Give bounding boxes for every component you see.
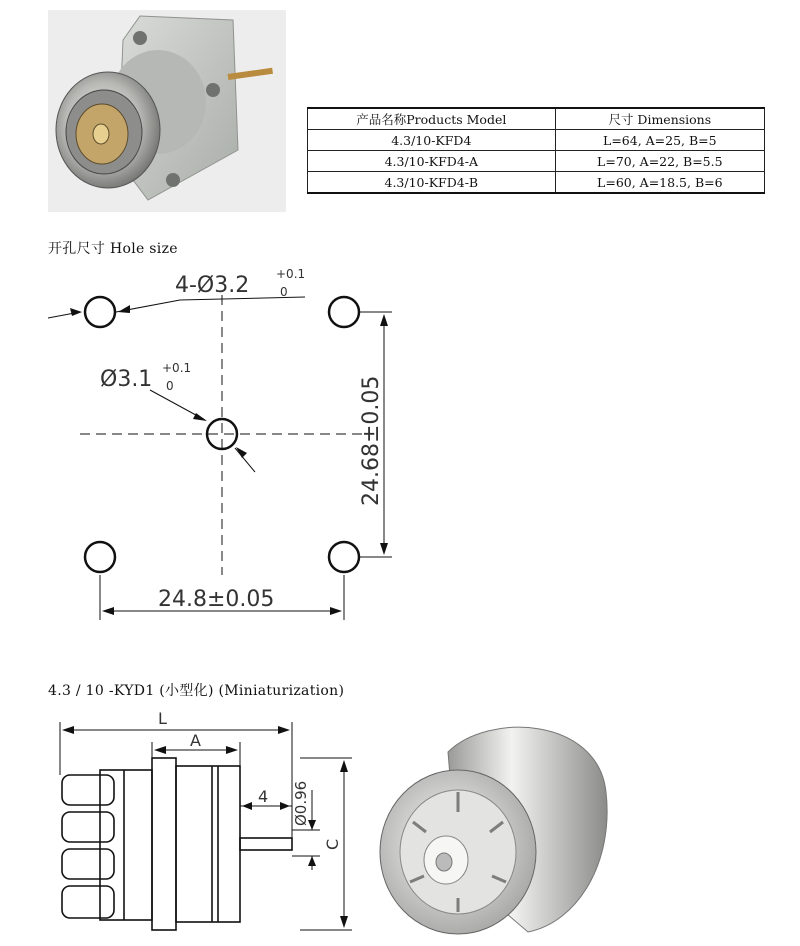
table-cell-model: 4.3/10-KFD4 xyxy=(308,130,556,151)
dimension-4: 4 xyxy=(258,787,269,806)
table-cell-dims: L=70, A=22, B=5.5 xyxy=(555,151,764,172)
dimension-A: A xyxy=(190,731,201,750)
table-cell-model: 4.3/10-KFD4-B xyxy=(308,172,556,194)
miniaturization-heading: 4.3 / 10 -KYD1 (小型化) (Miniaturization) xyxy=(48,683,345,699)
vertical-spacing-dimension: 24.68±0.05 xyxy=(359,375,384,506)
hole-size-heading: 开孔尺寸 Hole size xyxy=(48,241,178,257)
table-cell-dims: L=64, A=25, B=5 xyxy=(555,130,764,151)
outer-hole-dimension: 4-Ø3.2 xyxy=(175,273,250,298)
table-cell-model: 4.3/10-KFD4-A xyxy=(308,151,556,172)
mount-hole-top-left xyxy=(85,297,115,327)
product-photo-flange-connector xyxy=(48,10,286,212)
table-row xyxy=(308,172,765,194)
dimension-C: C xyxy=(323,838,342,850)
mount-hole-top-right xyxy=(329,297,359,327)
outer-hole-tolerance-upper: +0.1 xyxy=(276,267,306,281)
dimension-L: L xyxy=(158,709,167,728)
table-header-dimensions: 尺寸 Dimensions xyxy=(555,108,764,130)
hole-size-drawing xyxy=(0,255,800,630)
mount-hole-bottom-left xyxy=(85,542,115,572)
miniaturization-drawing xyxy=(0,700,370,946)
table-cell-dims: L=60, A=18.5, B=6 xyxy=(555,172,764,194)
dimension-pin-diameter: Ø0.96 xyxy=(292,780,310,826)
product-spec-table xyxy=(307,107,765,194)
center-hole-dimension: Ø3.1 xyxy=(100,367,153,392)
table-row xyxy=(308,151,765,172)
mount-hole-bottom-right xyxy=(329,542,359,572)
horizontal-spacing-dimension: 24.8±0.05 xyxy=(158,587,275,612)
product-photo-miniature-connector xyxy=(378,712,620,946)
table-header-model: 产品名称Products Model xyxy=(308,108,556,130)
table-row xyxy=(308,130,765,151)
center-hole-tolerance-upper: +0.1 xyxy=(162,361,192,375)
outer-hole-tolerance-lower: 0 xyxy=(280,285,288,299)
center-hole-tolerance-lower: 0 xyxy=(166,379,174,393)
